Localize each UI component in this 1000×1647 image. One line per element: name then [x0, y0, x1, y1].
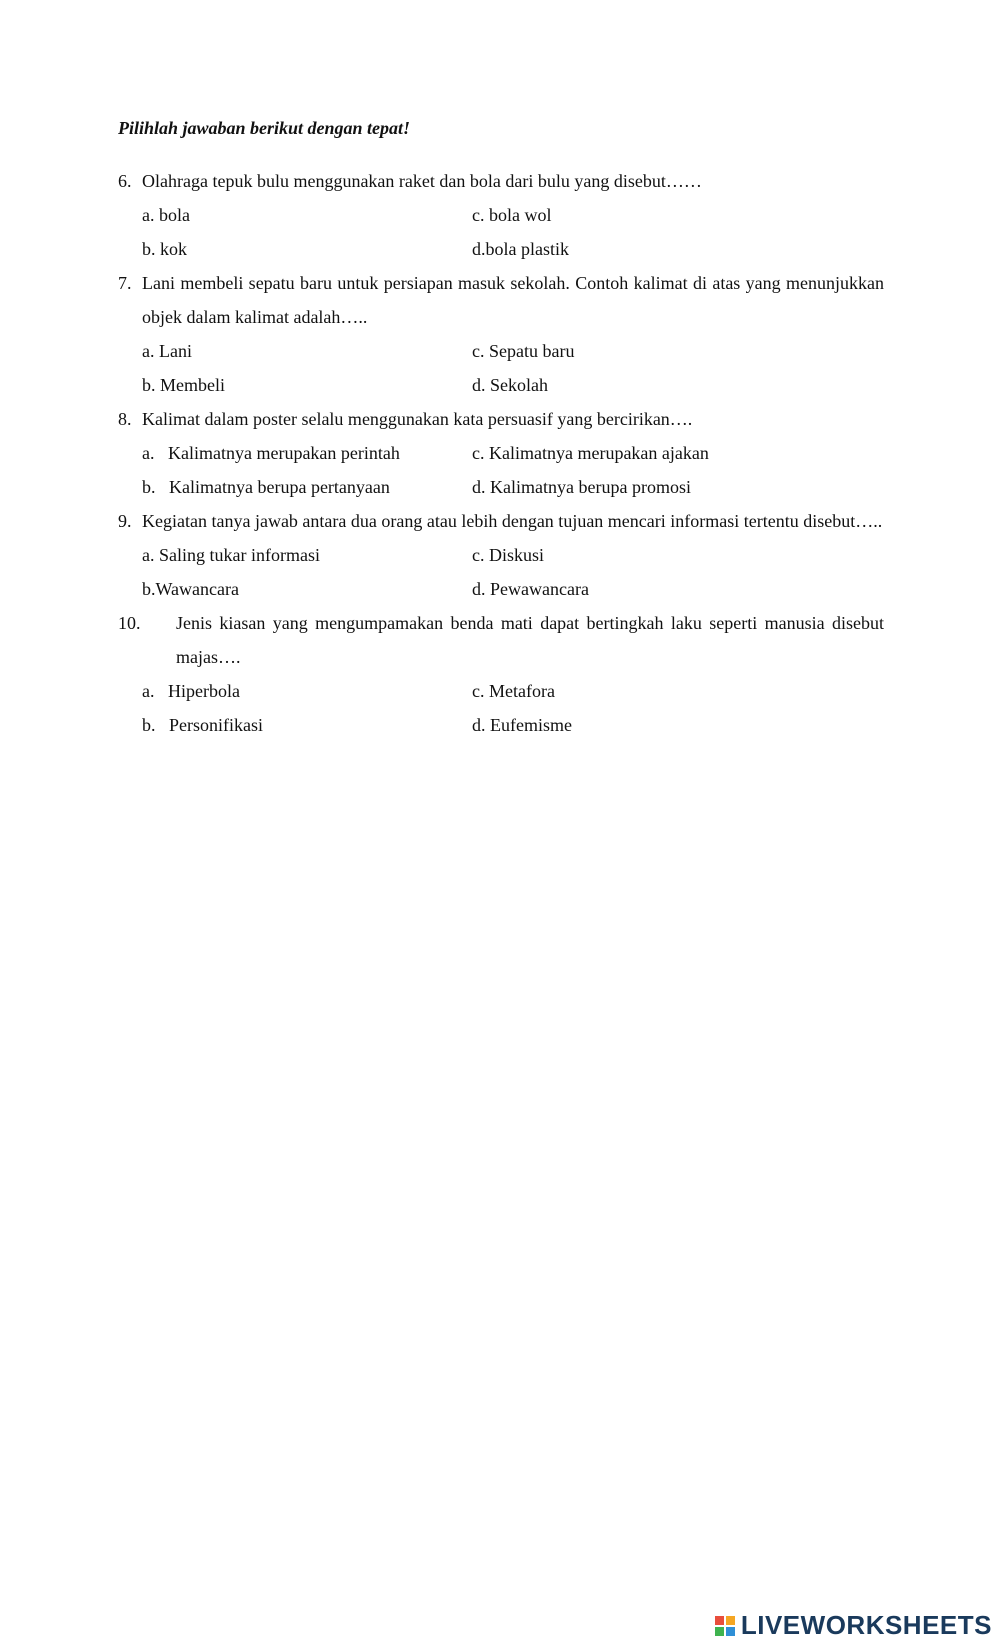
question-number: 9. — [118, 511, 132, 531]
options — [142, 334, 884, 402]
question-list — [118, 164, 884, 742]
options — [142, 674, 884, 742]
question-7 — [118, 266, 884, 402]
option-a[interactable]: a. Saling tukar informasi — [142, 545, 320, 565]
option-d[interactable]: d. Eufemisme — [472, 715, 572, 735]
question-text: Lani membeli sepatu baru untuk persiapan masuk sekolah. Contoh kalimat di atas yang menunjukkan objek dalam kalimat adalah….. — [142, 273, 884, 327]
option-c[interactable]: c. Sepatu baru — [472, 341, 575, 361]
options — [142, 538, 884, 606]
question-10 — [118, 606, 884, 742]
option-b[interactable]: b. kok — [142, 239, 187, 259]
logo-block-1 — [715, 1616, 724, 1625]
option-d[interactable]: d. Kalimatnya berupa promosi — [472, 477, 691, 497]
question-text — [142, 606, 884, 674]
option-a[interactable]: a. bola — [142, 205, 190, 225]
option-b[interactable]: b.Wawancara — [142, 579, 239, 599]
option-b[interactable]: b. Kalimatnya berupa pertanyaan — [142, 477, 390, 497]
option-a[interactable]: a. Lani — [142, 341, 192, 361]
question-text: Kegiatan tanya jawab antara dua orang atau lebih dengan tujuan mencari informasi tertentu disebut….. — [142, 511, 883, 531]
question-number: 10. — [118, 613, 141, 633]
logo-block-4 — [726, 1627, 735, 1636]
logo-icon — [715, 1616, 735, 1636]
liveworksheets-logo — [715, 1610, 992, 1641]
question-text: Olahraga tepuk bulu menggunakan raket dan bola dari bulu yang disebut…… — [142, 171, 702, 191]
option-b[interactable]: b. Membeli — [142, 375, 225, 395]
option-d[interactable]: d.bola plastik — [472, 239, 569, 259]
question-8 — [118, 402, 884, 504]
option-d[interactable]: d. Sekolah — [472, 375, 548, 395]
option-c[interactable]: c. Metafora — [472, 681, 555, 701]
option-d[interactable]: d. Pewawancara — [472, 579, 589, 599]
question-6 — [118, 164, 884, 266]
option-a[interactable]: a. Kalimatnya merupakan perintah — [142, 443, 400, 463]
question-text-content: Jenis kiasan yang mengumpamakan benda mati dapat bertingkah laku seperti manusia disebut majas…. — [176, 613, 884, 667]
option-c[interactable]: c. Diskusi — [472, 545, 544, 565]
question-number: 8. — [118, 409, 132, 429]
options — [142, 436, 884, 504]
options — [142, 198, 884, 266]
option-c[interactable]: c. bola wol — [472, 205, 552, 225]
question-9 — [118, 504, 884, 606]
option-b[interactable]: b. Personifikasi — [142, 715, 263, 735]
question-number: 7. — [118, 273, 132, 293]
logo-text: LIVEWORKSHEETS — [740, 1610, 992, 1640]
instruction-heading: Pilihlah jawaban berikut dengan tepat! — [118, 118, 411, 138]
logo-block-2 — [726, 1616, 735, 1625]
question-text: Kalimat dalam poster selalu menggunakan kata persuasif yang bercirikan…. — [142, 409, 693, 429]
option-a[interactable]: a. Hiperbola — [142, 681, 240, 701]
logo-block-3 — [715, 1627, 724, 1636]
option-c[interactable]: c. Kalimatnya merupakan ajakan — [472, 443, 709, 463]
question-number: 6. — [118, 171, 132, 191]
